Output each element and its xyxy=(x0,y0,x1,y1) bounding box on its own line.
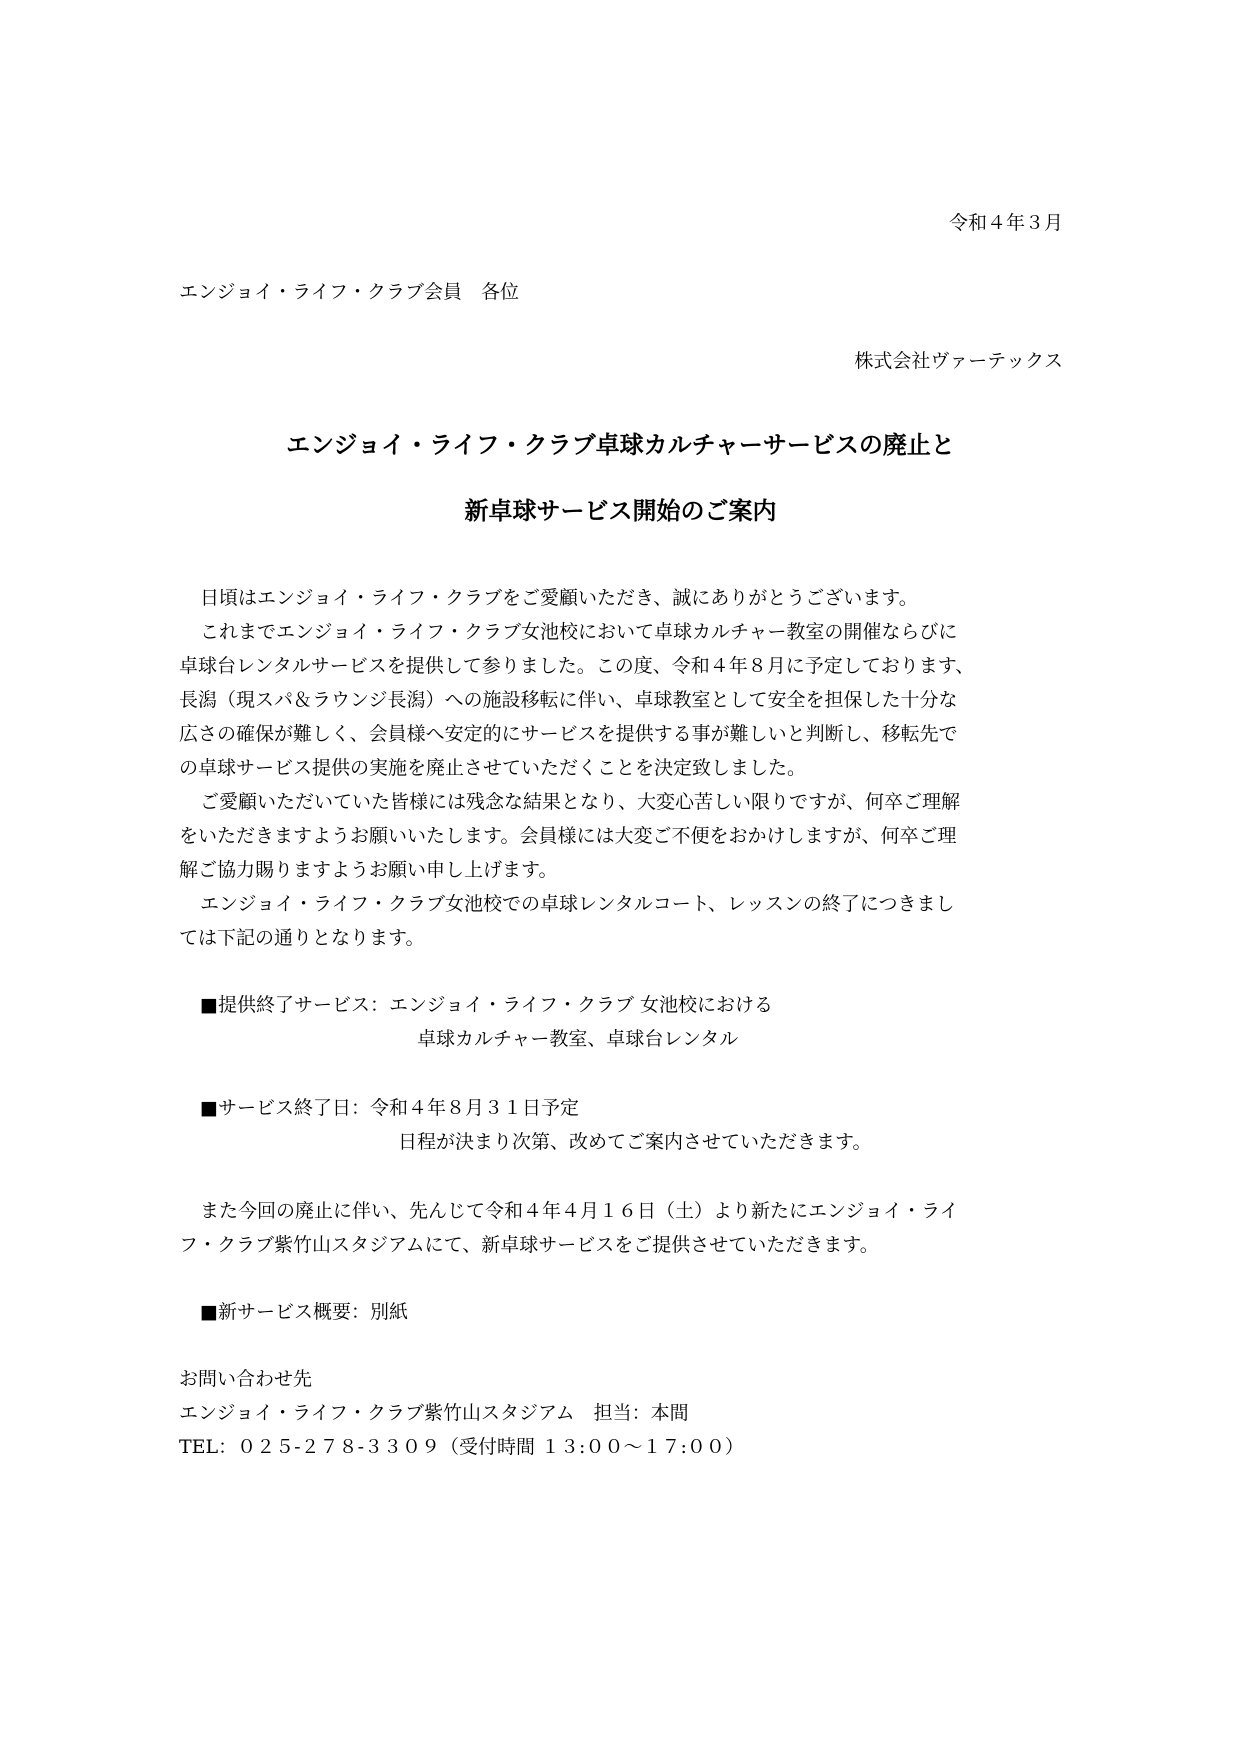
document-title-line-2: 新卓球サービス開始のご案内 xyxy=(464,496,777,525)
contact-heading: お問い合わせ先 xyxy=(179,1368,313,1390)
body-line: エンジョイ・ライフ・クラブ女池校での卓球レンタルコート、レッスンの終了につきまし xyxy=(200,893,955,915)
new-service-line: また今回の廃止に伴い、先んじて令和４年４月１６日（土）より新たにエンジョイ・ライ xyxy=(200,1200,959,1222)
contact-place: エンジョイ・ライフ・クラブ紫竹山スタジアム 担当：本間 xyxy=(179,1402,689,1424)
contact-tel: TEL：０２５-２７８-３３０９（受付時間 １３:００～１７:００） xyxy=(179,1436,744,1458)
body-line: の卓球サービス提供の実施を廃止させていただくことを決定致しました。 xyxy=(179,757,807,779)
recipient-line: エンジョイ・ライフ・クラブ会員 各位 xyxy=(179,281,520,303)
body-line: 日頃はエンジョイ・ライフ・クラブをご愛顧いただき、誠にありがとうございます。 xyxy=(200,587,918,609)
body-line: 広さの確保が難しく、会員様へ安定的にサービスを提供する事が難しいと判断し、移転先で xyxy=(179,723,958,745)
body-line: これまでエンジョイ・ライフ・クラブ女池校において卓球カルチャー教室の開催ならびに xyxy=(200,621,958,643)
ending-services-detail: 卓球カルチャー教室、卓球台レンタル xyxy=(417,1028,739,1050)
body-line: 長潟（現スパ＆ラウンジ長潟）への施設移転に伴い、卓球教室として安全を担保した十分な xyxy=(179,689,958,711)
body-line: をいただきますようお願いいたします。会員様には大変ご不便をおかけしますが、何卒ご理 xyxy=(179,825,957,847)
sender-company: 株式会社ヴァーテックス xyxy=(854,350,1063,372)
end-date-item: ■サービス終了日：令和４年８月３１日予定 xyxy=(200,1097,579,1119)
new-service-line: フ・クラブ紫竹山スタジアムにて、新卓球サービスをご提供させていただきます。 xyxy=(179,1234,879,1256)
body-line: 卓球台レンタルサービスを提供して参りました。この度、令和４年８月に予定しております、 xyxy=(179,655,975,677)
body-line: ては下記の通りとなります。 xyxy=(179,927,425,949)
body-line: 解ご協力賜りますようお願い申し上げます。 xyxy=(179,859,558,881)
new-service-overview: ■新サービス概要：別紙 xyxy=(200,1301,408,1323)
end-date-detail: 日程が決まり次第、改めてご案内させていただきます。 xyxy=(398,1131,872,1153)
document-title-line-1: エンジョイ・ライフ・クラブ卓球カルチャーサービスの廃止と xyxy=(286,430,955,459)
document-date: 令和４年３月 xyxy=(948,212,1063,234)
ending-services-item: ■提供終了サービス：エンジョイ・ライフ・クラブ 女池校における xyxy=(200,994,773,1016)
body-line: ご愛顧いただいていた皆様には残念な結果となり、大変心苦しい限りですが、何卒ご理解 xyxy=(200,791,961,813)
